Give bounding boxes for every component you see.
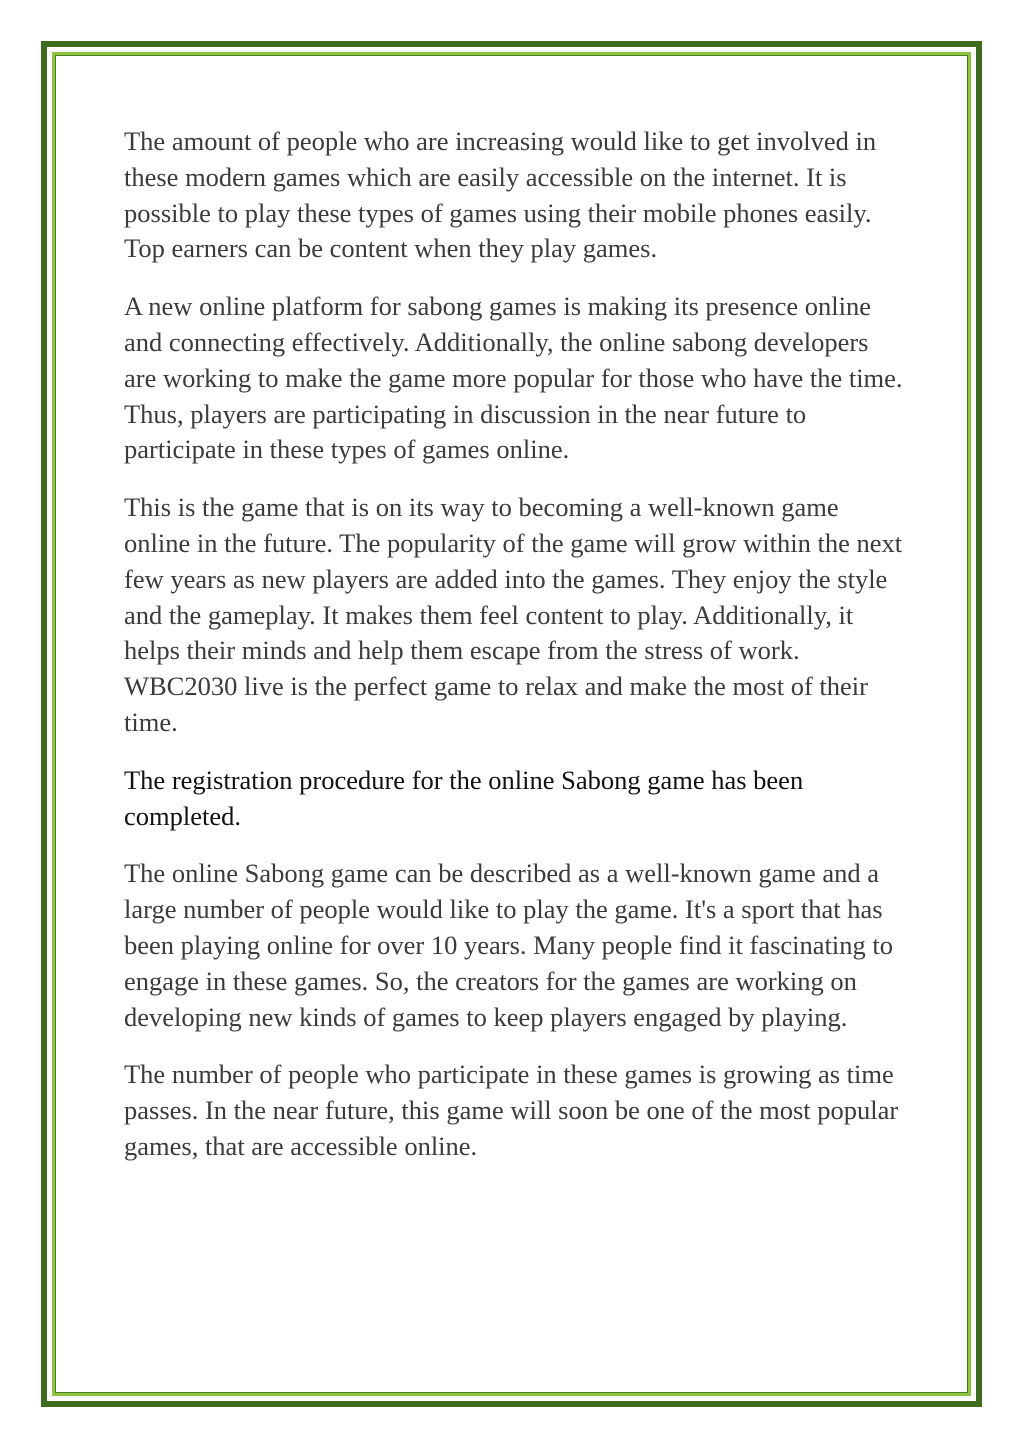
paragraph-6: The number of people who participate in these games is growing as time passes. In the near future, this game will soon be one of the most popular games, that are accessible online. xyxy=(124,1059,899,1161)
paragraph-5: The online Sabong game can be described as a well-known game and a large number of people would like to play the game. It's a sport that has been playing online for over 10 years. Many people find it fascinating to engage in these games. So, the creators for the games are working on developing new kinds of games to keep players engaged by playing. xyxy=(124,858,894,1032)
paragraph-2: A new online platform for sabong games is making its presence online and connecting effectively. Additionally, the online sabong developers are working to make the game more popular for those who have the time. Thus, players are participating in discussion in the near future to participate in these types of games online. xyxy=(124,291,903,465)
document-body xyxy=(124,124,904,1187)
paragraph-1: The amount of people who are increasing would like to get involved in these modern games which are easily accessible on the internet. It is possible to play these types of games using their mobile phones easily. Top earners can be content when they play games. xyxy=(124,126,877,264)
registration-heading: The registration procedure for the online Sabong game has been completed. xyxy=(124,764,804,831)
paragraph-3: This is the game that is on its way to becoming a well-known game online in the future. The popularity of the game will grow within the next few years as new players are added into the games. They enjoy the style and the gameplay. It makes them feel content to play. Additionally, it helps their minds and help them escape from the stress of work. WBC2030 live is the perfect game to relax and make the most of their time. xyxy=(124,492,903,737)
